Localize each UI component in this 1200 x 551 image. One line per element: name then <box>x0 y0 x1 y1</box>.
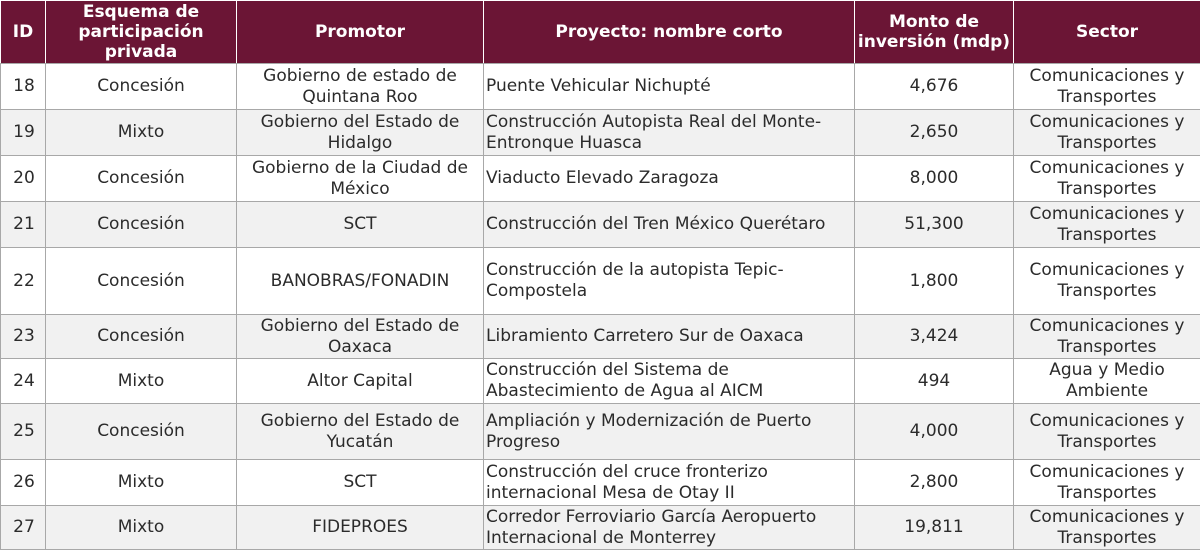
table-row <box>1 64 1200 110</box>
cell-sector: Comunicaciones y Transportes <box>1014 506 1200 550</box>
cell-scheme: Concesión <box>46 156 237 202</box>
header-row <box>1 1 1200 64</box>
cell-amount: 19,811 <box>855 506 1014 550</box>
cell-id: 25 <box>1 404 46 460</box>
cell-id: 19 <box>1 110 46 156</box>
cell-project: Viaducto Elevado Zaragoza <box>484 156 855 202</box>
cell-sector: Comunicaciones y Transportes <box>1014 248 1200 315</box>
cell-amount: 3,424 <box>855 315 1014 359</box>
cell-id: 27 <box>1 506 46 550</box>
cell-amount: 2,800 <box>855 460 1014 506</box>
cell-sector: Comunicaciones y Transportes <box>1014 156 1200 202</box>
cell-scheme: Concesión <box>46 202 237 248</box>
cell-sector: Agua y Medio Ambiente <box>1014 359 1200 404</box>
cell-promoter: SCT <box>237 202 484 248</box>
cell-project: Construcción del Sistema de Abastecimiento de Agua al AICM <box>484 359 855 404</box>
cell-project: Ampliación y Modernización de Puerto Progreso <box>484 404 855 460</box>
cell-amount: 494 <box>855 359 1014 404</box>
cell-scheme: Mixto <box>46 359 237 404</box>
header-id: ID <box>1 1 46 64</box>
header-promoter: Promotor <box>237 1 484 64</box>
cell-id: 26 <box>1 460 46 506</box>
cell-id: 20 <box>1 156 46 202</box>
cell-scheme: Concesión <box>46 64 237 110</box>
table-row <box>1 404 1200 460</box>
cell-id: 23 <box>1 315 46 359</box>
cell-promoter: Gobierno del Estado de Yucatán <box>237 404 484 460</box>
table-row <box>1 315 1200 359</box>
cell-project: Corredor Ferroviario García Aeropuerto Internacional de Monterrey <box>484 506 855 550</box>
cell-amount: 4,000 <box>855 404 1014 460</box>
cell-scheme: Concesión <box>46 248 237 315</box>
header-scheme: Esquema de participación privada <box>46 1 237 64</box>
cell-sector: Comunicaciones y Transportes <box>1014 460 1200 506</box>
cell-id: 18 <box>1 64 46 110</box>
cell-scheme: Concesión <box>46 404 237 460</box>
cell-amount: 1,800 <box>855 248 1014 315</box>
cell-project: Construcción del Tren México Querétaro <box>484 202 855 248</box>
cell-id: 24 <box>1 359 46 404</box>
cell-sector: Comunicaciones y Transportes <box>1014 110 1200 156</box>
header-project: Proyecto: nombre corto <box>484 1 855 64</box>
cell-sector: Comunicaciones y Transportes <box>1014 315 1200 359</box>
table-row <box>1 359 1200 404</box>
table-row <box>1 110 1200 156</box>
cell-scheme: Mixto <box>46 506 237 550</box>
cell-amount: 51,300 <box>855 202 1014 248</box>
cell-promoter: Gobierno de la Ciudad de México <box>237 156 484 202</box>
table-row <box>1 248 1200 315</box>
table-row <box>1 156 1200 202</box>
cell-project: Libramiento Carretero Sur de Oaxaca <box>484 315 855 359</box>
header-sector: Sector <box>1014 1 1200 64</box>
cell-scheme: Concesión <box>46 315 237 359</box>
cell-project: Construcción de la autopista Tepic-Compostela <box>484 248 855 315</box>
cell-promoter: Altor Capital <box>237 359 484 404</box>
cell-scheme: Mixto <box>46 460 237 506</box>
table-header <box>1 1 1200 64</box>
cell-amount: 4,676 <box>855 64 1014 110</box>
cell-promoter: SCT <box>237 460 484 506</box>
cell-id: 21 <box>1 202 46 248</box>
cell-promoter: Gobierno del Estado de Oaxaca <box>237 315 484 359</box>
cell-sector: Comunicaciones y Transportes <box>1014 404 1200 460</box>
cell-project: Construcción Autopista Real del Monte-Entronque Huasca <box>484 110 855 156</box>
table-body <box>1 64 1200 550</box>
cell-sector: Comunicaciones y Transportes <box>1014 202 1200 248</box>
cell-promoter: BANOBRAS/FONADIN <box>237 248 484 315</box>
table-row <box>1 506 1200 550</box>
table-row <box>1 460 1200 506</box>
cell-id: 22 <box>1 248 46 315</box>
table-row <box>1 202 1200 248</box>
cell-amount: 8,000 <box>855 156 1014 202</box>
cell-project: Construcción del cruce fronterizo internacional Mesa de Otay II <box>484 460 855 506</box>
cell-promoter: Gobierno del Estado de Hidalgo <box>237 110 484 156</box>
cell-sector: Comunicaciones y Transportes <box>1014 64 1200 110</box>
header-amount: Monto de inversión (mdp) <box>855 1 1014 64</box>
cell-promoter: FIDEPROES <box>237 506 484 550</box>
cell-project: Puente Vehicular Nichupté <box>484 64 855 110</box>
cell-scheme: Mixto <box>46 110 237 156</box>
cell-promoter: Gobierno de estado de Quintana Roo <box>237 64 484 110</box>
cell-amount: 2,650 <box>855 110 1014 156</box>
